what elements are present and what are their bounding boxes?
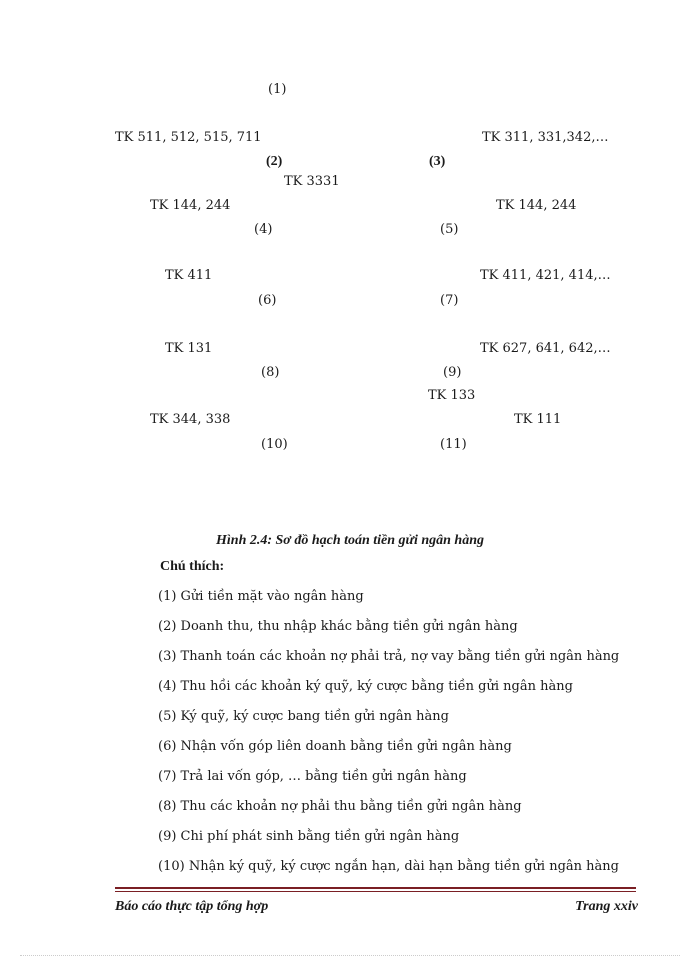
account-label: TK 344, 338 xyxy=(150,412,231,427)
step-label-10: (10) xyxy=(261,437,288,452)
step-label-11: (11) xyxy=(440,437,467,452)
legend-item: (3) Thanh toán các khoản nợ phải trả, nợ vay bằng tiền gửi ngân hàng xyxy=(158,649,620,664)
account-label: TK 411 xyxy=(165,268,213,283)
account-label: TK 144, 244 xyxy=(150,198,231,213)
step-label-8: (8) xyxy=(261,365,280,380)
legend-item: (4) Thu hồi các khoản ký quỹ, ký cược bằng tiền gửi ngân hàng xyxy=(158,679,573,694)
account-label: TK 627, 641, 642,… xyxy=(480,341,611,356)
legend-item: (2) Doanh thu, thu nhập khác bằng tiền gửi ngân hàng xyxy=(158,619,518,634)
footer-page-number: Trang xxiv xyxy=(575,899,638,914)
step-label-7: (7) xyxy=(440,293,459,308)
legend-item: (10) Nhận ký quỹ, ký cược ngắn hạn, dài hạn bằng tiền gửi ngân hàng xyxy=(158,859,619,874)
footer-report-title: Báo cáo thực tập tổng hợp xyxy=(115,899,269,914)
step-label-5: (5) xyxy=(440,222,459,237)
account-label: TK 144, 244 xyxy=(496,198,577,213)
account-label: TK 511, 512, 515, 711 xyxy=(115,130,262,145)
legend-item: (9) Chi phí phát sinh bằng tiền gửi ngân hàng xyxy=(158,829,460,844)
account-label: TK 311, 331,342,… xyxy=(482,130,609,145)
account-label: TK 111 xyxy=(514,412,562,427)
figure-caption: Hình 2.4: Sơ đồ hạch toán tiền gửi ngân hàng xyxy=(216,533,484,548)
legend-item: (6) Nhận vốn góp liên doanh bằng tiền gửi ngân hàng xyxy=(158,739,512,754)
page-edge-divider xyxy=(20,955,680,956)
footer-rule xyxy=(115,887,636,889)
legend-item: (8) Thu các khoản nợ phải thu bằng tiền gửi ngân hàng xyxy=(158,799,522,814)
legend-item: (1) Gửi tiền mặt vào ngân hàng xyxy=(158,589,364,604)
legend-title: Chú thích: xyxy=(160,559,225,574)
step-label-2: (2) xyxy=(266,154,283,169)
step-label-3: (3) xyxy=(429,154,446,169)
footer-rule xyxy=(115,891,636,892)
account-label: TK 411, 421, 414,… xyxy=(480,268,611,283)
account-label: TK 3331 xyxy=(284,174,340,189)
account-label: TK 133 xyxy=(428,388,476,403)
legend-item: (7) Trả lai vốn góp, … bằng tiền gửi ngân hàng xyxy=(158,769,467,784)
step-label-4: (4) xyxy=(254,222,273,237)
step-label-9: (9) xyxy=(443,365,462,380)
legend-item: (5) Ký quỹ, ký cược bang tiền gửi ngân hàng xyxy=(158,709,449,724)
account-label: TK 131 xyxy=(165,341,213,356)
step-label-6: (6) xyxy=(258,293,277,308)
step-label-1: (1) xyxy=(268,82,287,97)
